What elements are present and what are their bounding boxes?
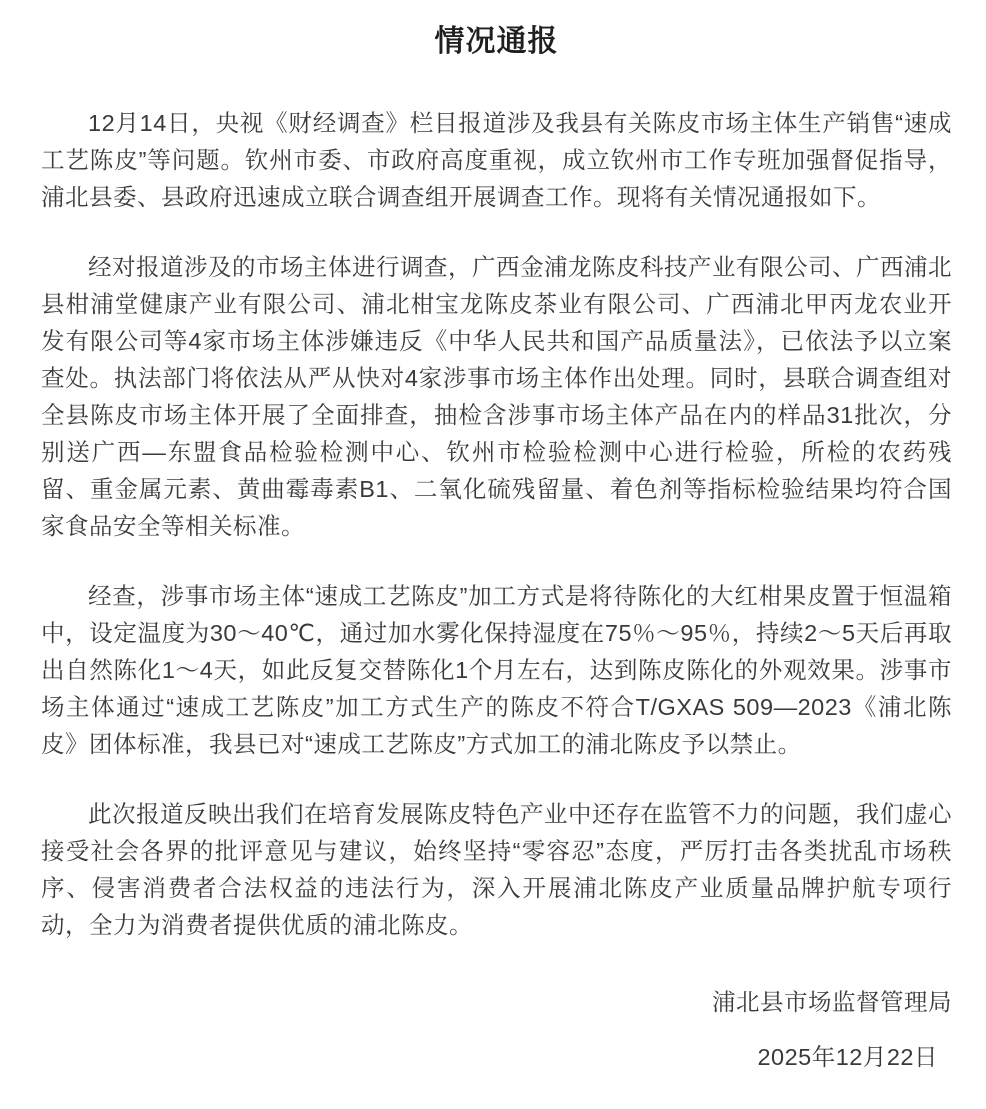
document-title: 情况通报	[434, 25, 559, 58]
paragraph-2: 经对报道涉及的市场主体进行调查，广西金浦龙陈皮科技产业有限公司、广西浦北县柑浦堂健康产业有限公司、浦北柑宝龙陈皮茶业有限公司、广西浦北甲丙龙农业开发有限公司等4家市场主体涉嫌违反《中华人民共和国产品质量法》，已依法予以立案查处。执法部门将依法从严从快对4家涉事市场主体作出处理。同时，县联合调查组对全县陈皮市场主体开展了全面排查，抽检含涉事市场主体产品在内的样品31批次，分别送广西—东盟食品检验检测中心、钦州市检验检测中心进行检验，所检的农药残留、重金属元素、黄曲霉毒素B1、二氧化硫残留量、着色剂等指标检验结果均符合国家食品安全等相关标准。	[41, 254, 952, 539]
paragraph-3: 经查，涉事市场主体“速成工艺陈皮”加工方式是将待陈化的大红柑果皮置于恒温箱中，设定温度为30～40℃，通过加水雾化保持湿度在75％～95％，持续2～5天后再取出自然陈化1～4天，如此反复交替陈化1个月左右，达到陈皮陈化的外观效果。涉事市场主体通过“速成工艺陈皮”加工方式生产的陈皮不符合T/GXAS 509—2023《浦北陈皮》团体标准，我县已对“速成工艺陈皮”方式加工的浦北陈皮予以禁止。	[41, 583, 952, 757]
paragraph-1: 12月14日，央视《财经调查》栏目报道涉及我县有关陈皮市场主体生产销售“速成工艺陈皮”等问题。钦州市委、市政府高度重视，成立钦州市工作专班加强督促指导，浦北县委、县政府迅速成立联合调查组开展调查工作。现将有关情况通报如下。	[41, 110, 952, 210]
paragraph-4: 此次报道反映出我们在培育发展陈皮特色产业中还存在监管不力的问题，我们虚心接受社会各界的批评意见与建议，始终坚持“零容忍”态度，严厉打击各类扰乱市场秩序、侵害消费者合法权益的违法行为，深入开展浦北陈皮产业质量品牌护航专项行动，全力为消费者提供优质的浦北陈皮。	[41, 801, 952, 938]
signature-date: 2025年12月22日	[757, 1044, 938, 1070]
signature-block	[41, 984, 952, 1076]
signature-org: 浦北县市场监督管理局	[712, 989, 952, 1015]
